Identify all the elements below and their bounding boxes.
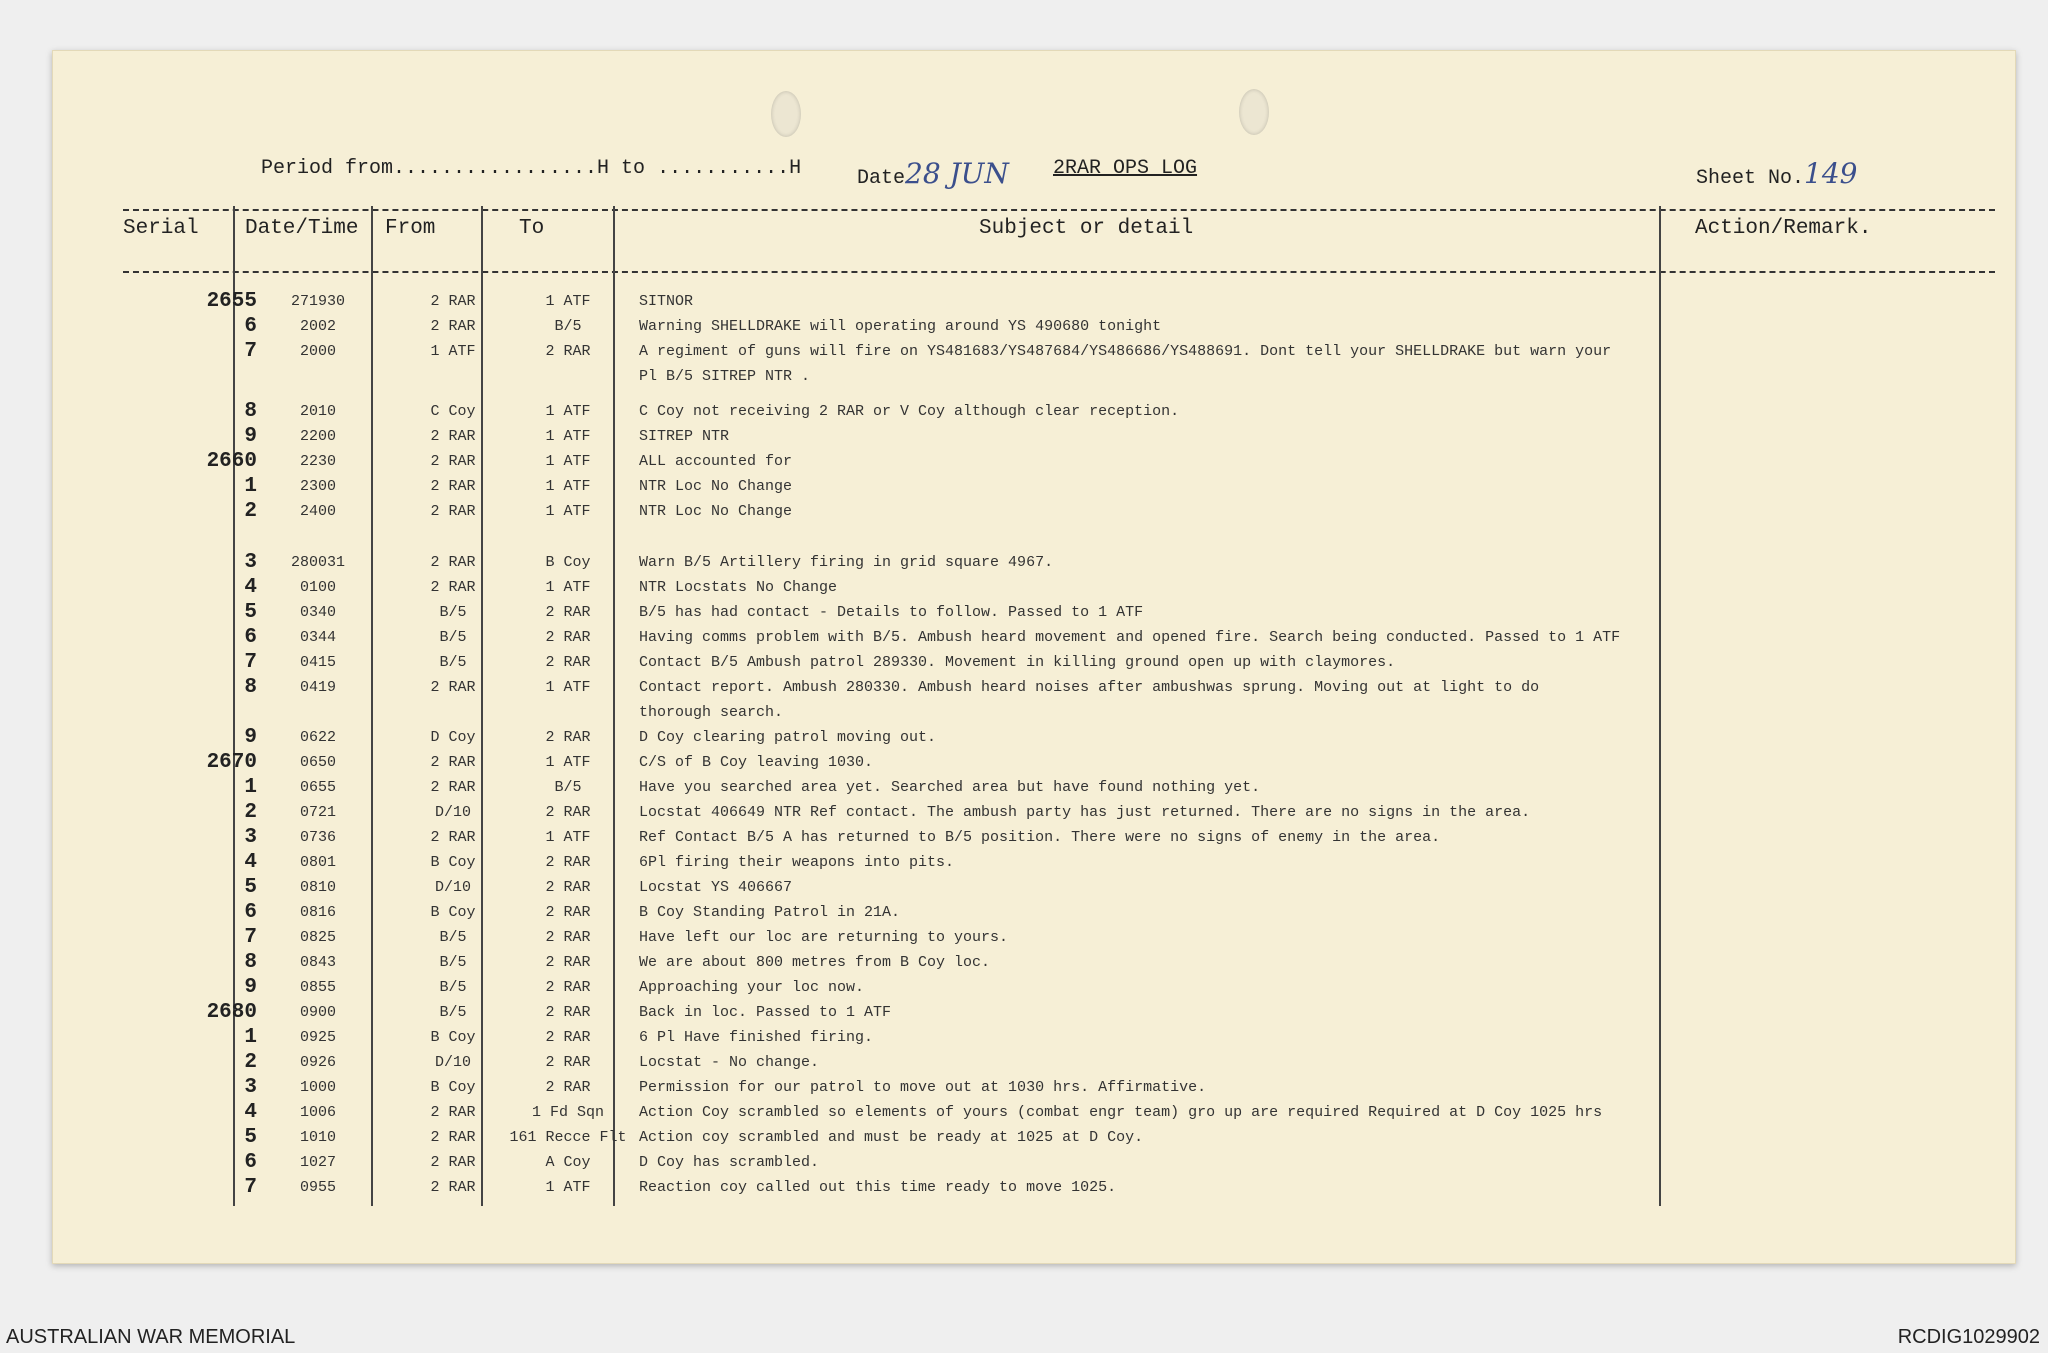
serial-cell: 2660 xyxy=(206,450,257,473)
serial-cell: 5 xyxy=(244,601,257,624)
serial-cell: 8 xyxy=(244,400,257,423)
serial-cell: 9 xyxy=(244,976,257,999)
subject-cell: Approaching your loc now. xyxy=(639,979,865,996)
serial-cell: 3 xyxy=(244,826,257,849)
from-cell: 2 RAR xyxy=(430,503,476,520)
datetime-cell: 0825 xyxy=(299,929,336,946)
period-field: Period from.................H to ...........H xyxy=(261,157,802,180)
datetime-cell: 0344 xyxy=(299,629,336,646)
datetime-cell: 2010 xyxy=(299,403,336,420)
to-cell: 2 RAR xyxy=(545,654,591,671)
to-cell: 1 Fd Sqn xyxy=(531,1104,604,1121)
from-cell: B Coy xyxy=(430,1029,476,1046)
table-row xyxy=(53,776,2015,804)
datetime-cell: 0100 xyxy=(299,579,336,596)
table-row xyxy=(53,626,2015,654)
from-cell: B Coy xyxy=(430,1079,476,1096)
datetime-cell: 1006 xyxy=(299,1104,336,1121)
serial-cell: 7 xyxy=(244,651,257,674)
table-row xyxy=(53,901,2015,929)
datetime-cell: 0855 xyxy=(299,979,336,996)
to-cell: 2 RAR xyxy=(545,1029,591,1046)
to-cell: 2 RAR xyxy=(545,1079,591,1096)
from-cell: D/10 xyxy=(434,804,471,821)
serial-cell: 2670 xyxy=(206,751,257,774)
to-cell: 161 Recce Flt xyxy=(509,1129,627,1146)
to-cell: 1 ATF xyxy=(545,579,591,596)
subject-cell: NTR Locstats No Change xyxy=(639,579,838,596)
subject-cell: Action Coy scrambled so elements of yours (combat engr team) gro up are required Required at D Coy 1025 hrs xyxy=(639,1104,1603,1121)
to-cell: B Coy xyxy=(545,554,591,571)
subject-cell: Pl B/5 SITREP NTR . xyxy=(639,368,811,385)
datetime-cell: 2400 xyxy=(299,503,336,520)
table-row xyxy=(53,951,2015,979)
log-title: 2RAR OPS LOG xyxy=(1053,157,1198,180)
subject-cell: B Coy Standing Patrol in 21A. xyxy=(639,904,901,921)
table-row xyxy=(53,676,2015,704)
from-cell: D/10 xyxy=(434,1054,471,1071)
from-cell: 2 RAR xyxy=(430,318,476,335)
to-cell: 1 ATF xyxy=(545,403,591,420)
subject-cell: Reaction coy called out this time ready to move 1025. xyxy=(639,1179,1117,1196)
from-cell: 2 RAR xyxy=(430,829,476,846)
datetime-cell: 2200 xyxy=(299,428,336,445)
table-row xyxy=(53,340,2015,368)
table-row xyxy=(53,704,2015,729)
table-row xyxy=(53,876,2015,904)
datetime-cell: 0843 xyxy=(299,954,336,971)
table-row xyxy=(53,1076,2015,1104)
table-row xyxy=(53,425,2015,453)
table-row xyxy=(53,576,2015,604)
from-cell: 2 RAR xyxy=(430,1104,476,1121)
document-sheet xyxy=(52,50,2016,1264)
subject-cell: B/5 has had contact - Details to follow. Passed to 1 ATF xyxy=(639,604,1144,621)
sheet-label: Sheet No. xyxy=(1696,167,1805,190)
from-cell: B Coy xyxy=(430,904,476,921)
subject-cell: SITNOR xyxy=(639,293,694,310)
datetime-cell: 0655 xyxy=(299,779,336,796)
datetime-cell: 0900 xyxy=(299,1004,336,1021)
datetime-cell: 0415 xyxy=(299,654,336,671)
serial-cell: 2 xyxy=(244,500,257,523)
date-field xyxy=(857,157,1009,190)
serial-cell: 1 xyxy=(244,776,257,799)
table-row xyxy=(53,450,2015,478)
column-from: From xyxy=(385,217,436,240)
table-row xyxy=(53,500,2015,528)
from-cell: B Coy xyxy=(430,854,476,871)
table-row xyxy=(53,926,2015,954)
to-cell: 2 RAR xyxy=(545,1004,591,1021)
table-row xyxy=(53,290,2015,318)
to-cell: 1 ATF xyxy=(545,503,591,520)
to-cell: 2 RAR xyxy=(545,1054,591,1071)
datetime-cell: 0810 xyxy=(299,879,336,896)
to-cell: 1 ATF xyxy=(545,428,591,445)
table-row xyxy=(53,726,2015,754)
subject-cell: We are about 800 metres from B Coy loc. xyxy=(639,954,991,971)
footer-id: RCDIG1029902 xyxy=(1897,1326,2040,1348)
subject-cell: Contact B/5 Ambush patrol 289330. Movement in killing ground open up with claymores. xyxy=(639,654,1396,671)
to-cell: 2 RAR xyxy=(545,729,591,746)
from-cell: B/5 xyxy=(439,979,467,996)
subject-cell: D Coy clearing patrol moving out. xyxy=(639,729,937,746)
datetime-cell: 280031 xyxy=(290,554,345,571)
from-cell: 2 RAR xyxy=(430,779,476,796)
serial-cell: 2 xyxy=(244,801,257,824)
from-cell: D Coy xyxy=(430,729,476,746)
table-row xyxy=(53,1101,2015,1129)
subject-cell: Having comms problem with B/5. Ambush heard movement and opened fire. Search being conducted. Passed to 1 ATF xyxy=(639,629,1621,646)
serial-cell: 3 xyxy=(244,1076,257,1099)
datetime-cell: 0816 xyxy=(299,904,336,921)
table-row xyxy=(53,851,2015,879)
subject-cell: Action coy scrambled and must be ready at 1025 at D Coy. xyxy=(639,1129,1144,1146)
to-cell: 2 RAR xyxy=(545,629,591,646)
serial-cell: 4 xyxy=(244,576,257,599)
datetime-cell: 2230 xyxy=(299,453,336,470)
datetime-cell: 0925 xyxy=(299,1029,336,1046)
from-cell: 2 RAR xyxy=(430,754,476,771)
table-row xyxy=(53,651,2015,679)
subject-cell: Locstat - No change. xyxy=(639,1054,820,1071)
serial-cell: 7 xyxy=(244,340,257,363)
to-cell: 2 RAR xyxy=(545,979,591,996)
table-row xyxy=(53,1051,2015,1079)
to-cell: 1 ATF xyxy=(545,293,591,310)
table-row xyxy=(53,551,2015,579)
subject-cell: NTR Loc No Change xyxy=(639,478,793,495)
serial-cell: 2680 xyxy=(206,1001,257,1024)
column-action: Action/Remark. xyxy=(1695,217,1872,240)
subject-cell: C Coy not receiving 2 RAR or V Coy although clear reception. xyxy=(639,403,1180,420)
from-cell: 1 ATF xyxy=(430,343,476,360)
from-cell: D/10 xyxy=(434,879,471,896)
from-cell: B/5 xyxy=(439,604,467,621)
column-subject: Subject or detail xyxy=(979,217,1194,240)
datetime-cell: 0801 xyxy=(299,854,336,871)
from-cell: 2 RAR xyxy=(430,428,476,445)
from-cell: B/5 xyxy=(439,929,467,946)
table-row xyxy=(53,1026,2015,1054)
table-row xyxy=(53,1001,2015,1029)
to-cell: 2 RAR xyxy=(545,954,591,971)
from-cell: 2 RAR xyxy=(430,579,476,596)
to-cell: 1 ATF xyxy=(545,829,591,846)
serial-cell: 1 xyxy=(244,1026,257,1049)
table-row xyxy=(53,368,2015,393)
serial-cell: 6 xyxy=(244,1151,257,1174)
to-cell: A Coy xyxy=(545,1154,591,1171)
from-cell: B/5 xyxy=(439,954,467,971)
serial-cell: 8 xyxy=(244,676,257,699)
to-cell: B/5 xyxy=(554,318,582,335)
subject-cell: Have left our loc are returning to yours. xyxy=(639,929,1009,946)
from-cell: 2 RAR xyxy=(430,478,476,495)
from-cell: 2 RAR xyxy=(430,1129,476,1146)
header-rule-bottom xyxy=(123,271,1995,273)
serial-cell: 1 xyxy=(244,475,257,498)
table-row xyxy=(53,315,2015,343)
subject-cell: 6 Pl Have finished firing. xyxy=(639,1029,874,1046)
to-cell: 1 ATF xyxy=(545,754,591,771)
table-row xyxy=(53,751,2015,779)
from-cell: C Coy xyxy=(430,403,476,420)
to-cell: 2 RAR xyxy=(545,879,591,896)
datetime-cell: 2300 xyxy=(299,478,336,495)
sheet-number-field xyxy=(1696,157,1857,190)
column-datetime: Date/Time xyxy=(245,217,359,240)
datetime-cell: 2000 xyxy=(299,343,336,360)
datetime-cell: 0721 xyxy=(299,804,336,821)
subject-cell: Locstat 406649 NTR Ref contact. The ambush party has just returned. There are no signs in the area. xyxy=(639,804,1531,821)
datetime-cell: 1010 xyxy=(299,1129,336,1146)
from-cell: 2 RAR xyxy=(430,293,476,310)
serial-cell: 2655 xyxy=(206,290,257,313)
date-value: 28 JUN xyxy=(905,157,1009,190)
sheet-value: 149 xyxy=(1804,157,1858,190)
from-cell: 2 RAR xyxy=(430,1179,476,1196)
datetime-cell: 271930 xyxy=(290,293,345,310)
to-cell: 2 RAR xyxy=(545,904,591,921)
punch-hole-right xyxy=(1239,89,1269,135)
to-cell: 2 RAR xyxy=(545,929,591,946)
to-cell: 1 ATF xyxy=(545,679,591,696)
to-cell: 2 RAR xyxy=(545,343,591,360)
serial-cell: 9 xyxy=(244,726,257,749)
from-cell: B/5 xyxy=(439,1004,467,1021)
footer-credit: AUSTRALIAN WAR MEMORIAL xyxy=(6,1326,296,1348)
datetime-cell: 0926 xyxy=(299,1054,336,1071)
subject-cell: SITREP NTR xyxy=(639,428,730,445)
table-row xyxy=(53,1176,2015,1204)
serial-cell: 7 xyxy=(244,1176,257,1199)
to-cell: 2 RAR xyxy=(545,854,591,871)
datetime-cell: 0955 xyxy=(299,1179,336,1196)
subject-cell: Warning SHELLDRAKE will operating around YS 490680 tonight xyxy=(639,318,1162,335)
serial-cell: 8 xyxy=(244,951,257,974)
datetime-cell: 0419 xyxy=(299,679,336,696)
subject-cell: Back in loc. Passed to 1 ATF xyxy=(639,1004,892,1021)
from-cell: 2 RAR xyxy=(430,453,476,470)
serial-cell: 5 xyxy=(244,1126,257,1149)
from-cell: 2 RAR xyxy=(430,1154,476,1171)
column-serial: Serial xyxy=(123,217,199,240)
to-cell: B/5 xyxy=(554,779,582,796)
serial-cell: 6 xyxy=(244,315,257,338)
subject-cell: 6Pl firing their weapons into pits. xyxy=(639,854,955,871)
table-row xyxy=(53,1126,2015,1154)
from-cell: 2 RAR xyxy=(430,554,476,571)
table-row xyxy=(53,826,2015,854)
to-cell: 2 RAR xyxy=(545,604,591,621)
datetime-cell: 0650 xyxy=(299,754,336,771)
serial-cell: 6 xyxy=(244,901,257,924)
subject-cell: thorough search. xyxy=(639,704,784,721)
serial-cell: 6 xyxy=(244,626,257,649)
to-cell: 1 ATF xyxy=(545,1179,591,1196)
subject-cell: Locstat YS 406667 xyxy=(639,879,793,896)
subject-cell: Have you searched area yet. Searched area but have found nothing yet. xyxy=(639,779,1261,796)
serial-cell: 4 xyxy=(244,851,257,874)
from-cell: B/5 xyxy=(439,654,467,671)
to-cell: 1 ATF xyxy=(545,453,591,470)
table-row xyxy=(53,400,2015,428)
from-cell: 2 RAR xyxy=(430,679,476,696)
datetime-cell: 1027 xyxy=(299,1154,336,1171)
table-row xyxy=(53,976,2015,1004)
serial-cell: 9 xyxy=(244,425,257,448)
serial-cell: 7 xyxy=(244,926,257,949)
subject-cell: A regiment of guns will fire on YS481683/YS487684/YS486686/YS488691. Dont tell your SHELLDRAKE but warn your xyxy=(639,343,1612,360)
subject-cell: Ref Contact B/5 A has returned to B/5 position. There were no signs of enemy in the area. xyxy=(639,829,1441,846)
subject-cell: ALL accounted for xyxy=(639,453,793,470)
subject-cell: NTR Loc No Change xyxy=(639,503,793,520)
punch-hole-left xyxy=(771,91,801,137)
subject-cell: Contact report. Ambush 280330. Ambush heard noises after ambushwas sprung. Moving out at light to do xyxy=(639,679,1540,696)
column-to: To xyxy=(519,217,545,240)
table-row xyxy=(53,475,2015,503)
date-label: Date xyxy=(857,167,906,190)
serial-cell: 5 xyxy=(244,876,257,899)
serial-cell: 2 xyxy=(244,1051,257,1074)
datetime-cell: 0736 xyxy=(299,829,336,846)
subject-cell: C/S of B Coy leaving 1030. xyxy=(639,754,874,771)
table-row xyxy=(53,601,2015,629)
table-row xyxy=(53,801,2015,829)
serial-cell: 4 xyxy=(244,1101,257,1124)
header-rule-top xyxy=(123,209,1995,211)
subject-cell: D Coy has scrambled. xyxy=(639,1154,820,1171)
from-cell: B/5 xyxy=(439,629,467,646)
datetime-cell: 1000 xyxy=(299,1079,336,1096)
table-row xyxy=(53,1151,2015,1179)
subject-cell: Permission for our patrol to move out at 1030 hrs. Affirmative. xyxy=(639,1079,1207,1096)
datetime-cell: 0622 xyxy=(299,729,336,746)
datetime-cell: 0340 xyxy=(299,604,336,621)
to-cell: 1 ATF xyxy=(545,478,591,495)
subject-cell: Warn B/5 Artillery firing in grid square 4967. xyxy=(639,554,1054,571)
datetime-cell: 2002 xyxy=(299,318,336,335)
to-cell: 2 RAR xyxy=(545,804,591,821)
serial-cell: 3 xyxy=(244,551,257,574)
